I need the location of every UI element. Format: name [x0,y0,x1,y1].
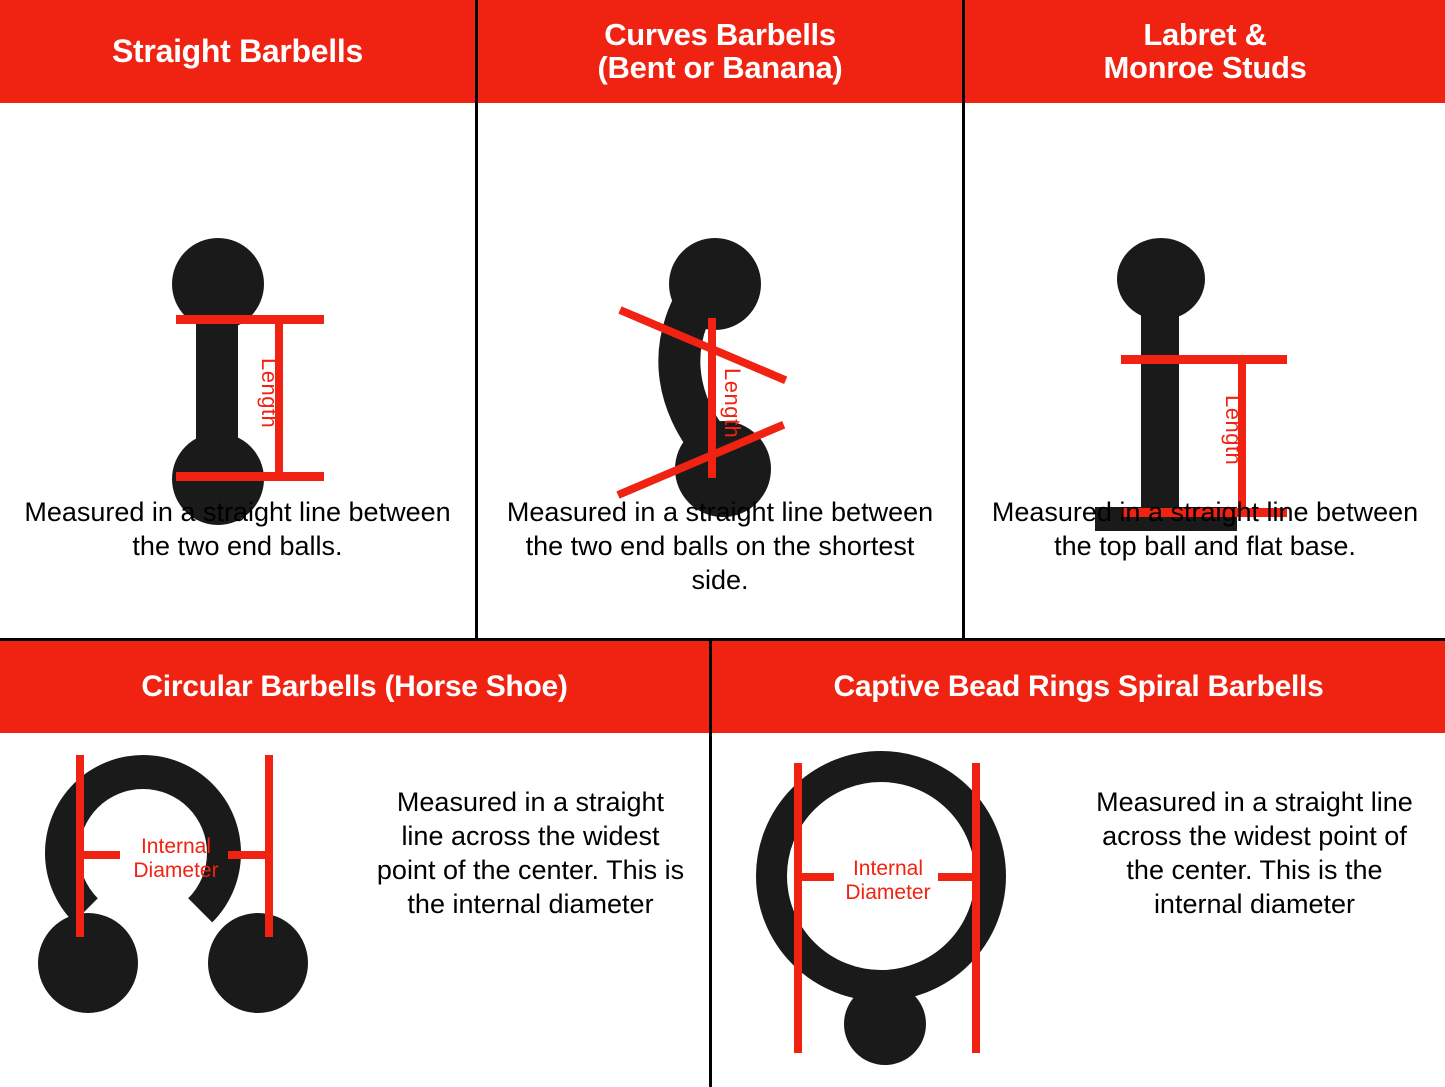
labret-stud-icon [965,103,1445,493]
panel-title-line2: (Bent or Banana) [597,49,843,85]
panel-title-circular-barbells: Circular Barbells (Horse Shoe) [0,641,709,733]
panel-labret-monroe-studs [965,0,1445,638]
measure-label-line1: Internal [852,857,924,880]
measure-label-line2: Diameter [845,880,931,904]
panel-caption-labret-monroe-studs: Measured in a straight line between the top ball and flat base. [991,497,1419,562]
measure-line-right [265,755,273,937]
measure-label-length: Length [720,368,745,439]
curved-barbell-icon [478,103,962,493]
barbell-top-ball [669,238,761,330]
measure-label-internal-diameter [110,835,242,882]
panel-title-line2: Monroe Studs [1103,49,1307,85]
horseshoe-left-ball [38,913,138,1013]
panel-straight-barbells [0,0,478,638]
panel-body-captive-bead-rings [712,733,1445,1087]
measure-label-length: Length [1221,395,1246,466]
measure-line-right [972,763,980,1053]
captive-bead [844,983,926,1065]
panel-title-line1: Labret & [1143,16,1267,52]
measure-line-vertical [708,318,716,478]
panel-caption-straight-barbells: Measured in a straight line between the two end balls. [24,497,451,562]
straight-barbell-icon [0,103,475,493]
panel-curved-barbells [478,0,965,638]
measure-line-left [794,763,802,1053]
measure-line-left [76,755,84,937]
panel-title-line1: Curves Barbells [604,16,836,52]
panel-title-captive-bead-rings: Captive Bead Rings Spiral Barbells [712,641,1445,733]
measure-label-length: Length [257,358,282,429]
measure-tick-top [1121,355,1287,364]
panel-body-straight-barbells [0,103,475,638]
captive-bead-ring-icon [712,733,1064,1087]
panel-caption-captive-bead-rings: Measured in a straight line across the widest point of the center. This is the internal diameter [1096,787,1413,920]
panel-caption-circular-barbells: Measured in a straight line across the widest point of the center. This is the internal diameter [376,787,685,920]
panel-body-curved-barbells [478,103,962,638]
horseshoe-barbell-icon [0,733,352,1087]
panel-title-straight-barbells: Straight Barbells [0,0,475,103]
panel-title-curved-barbells [478,0,962,103]
measure-label-line2: Diameter [133,858,219,882]
panel-body-labret-monroe-studs [965,103,1445,638]
measure-tick-top [176,315,324,324]
panel-caption-curved-barbells: Measured in a straight line between the two end balls on the shortest side. [506,497,934,596]
measure-label-line1: Internal [140,835,212,858]
measure-label-internal-diameter [824,857,952,904]
measure-tick-bottom [176,472,324,481]
panel-captive-bead-rings [712,641,1445,1087]
panel-title-labret-monroe-studs [965,0,1445,103]
panel-body-circular-barbells [0,733,709,1087]
panel-circular-barbells [0,641,712,1087]
stud-top-ball [1117,238,1205,320]
horseshoe-right-ball [208,913,308,1013]
diagram-row-bottom [0,641,1445,1087]
stud-shaft [1141,293,1179,508]
